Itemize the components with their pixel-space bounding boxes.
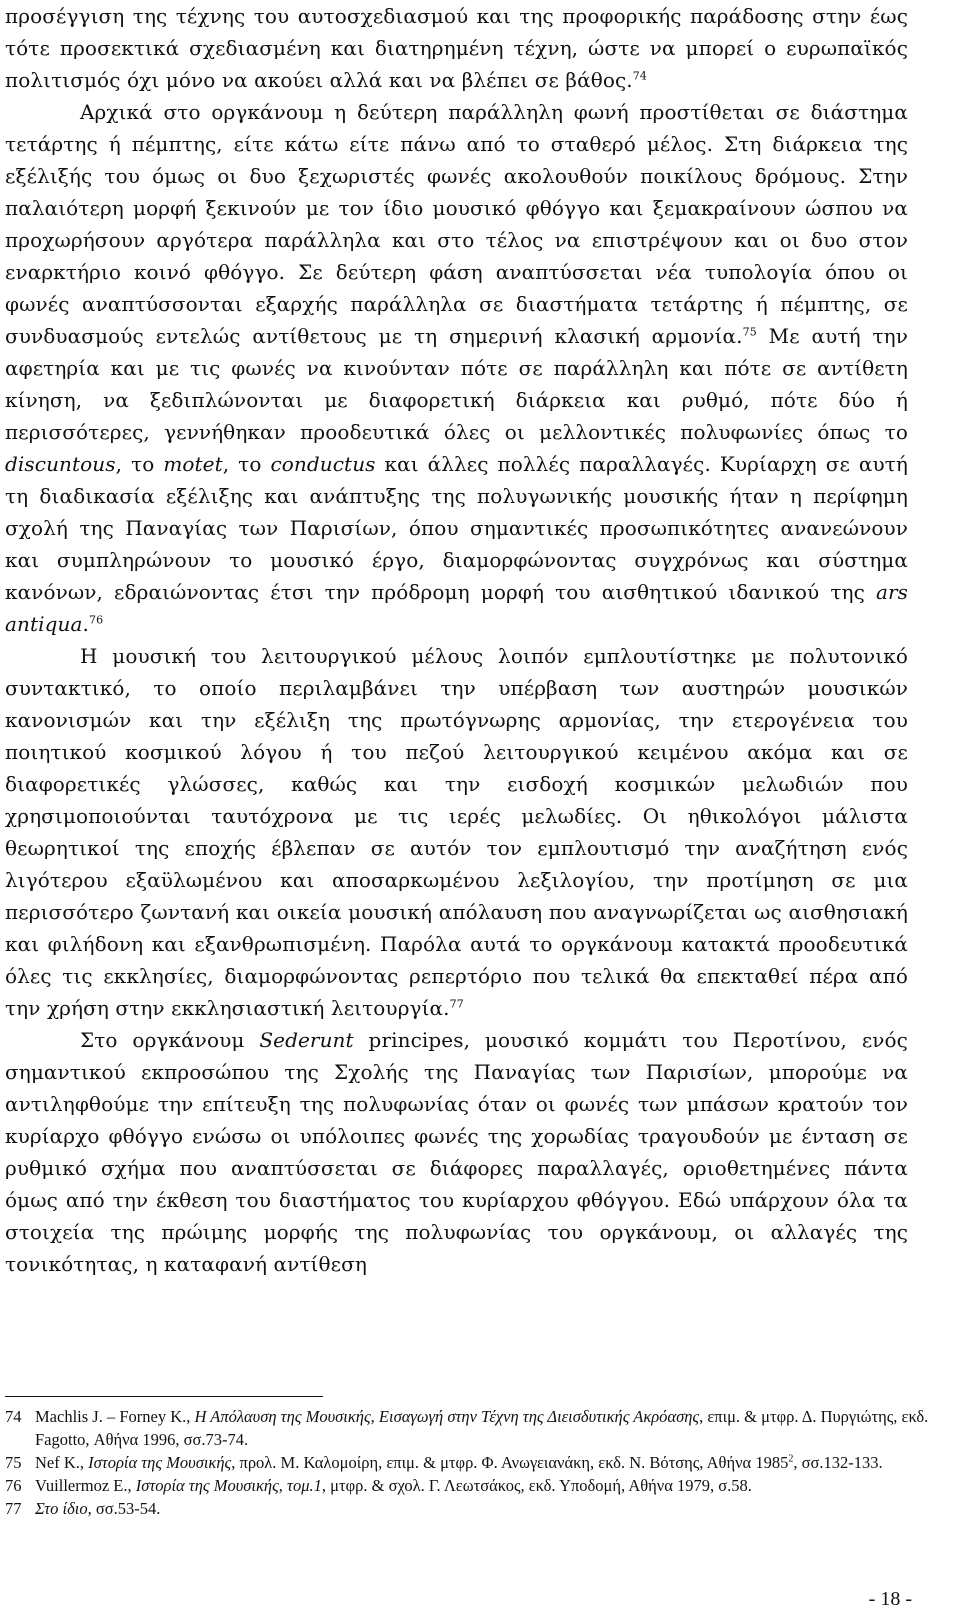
italic-text: motet <box>163 452 223 476</box>
text-run: , επιμ. & μτφρ. Δ. Πυργιώτης, εκδ. Fagotto, Αθήνα 1996, σσ.73-74. <box>35 1407 929 1449</box>
text-run: , μτφρ. & σχολ. Γ. Λεωτσάκος, εκδ. Υποδομή, Αθήνα 1979, σ.58. <box>321 1476 752 1495</box>
text-run: Η μουσική του λειτουργικού μέλους λοιπόν εμπλουτίστηκε με πολυτονικό συντακτικό, το οποίο περιλαμβάνει την υπέρβαση των αυστηρών μουσικών κανονισμών και την εξέλιξη της πρωτόγνωρης αρμονίας, την ετερογένεια του ποιητικού κοσμικού λόγου ή του πεζού λειτουργικού κειμένου ακόμα και σε διαφορετικές γλώσσες, καθώς και την εισδοχή κοσμικών μελωδιών που χρησιμοποιούνται ταυτόχρονα με τις ιερές μελωδίες. Οι ηθικολόγοι μάλιστα θεωρητικοί της εποχής έβλεπαν σε αυτόν τον εμπλουτισμό την αναζήτηση ενός λιγότερου εξαϋλωμένου και αποσαρκωμένου λεξιλογίου, την προτίμηση σε μια περισσότερο ζωντανή και οικεία μουσική απόλαυση που αναγνωρίζεται ως αισθησιακή και φιλήδονη και εξανθρωπισμένη. Παρόλα αυτά το οργκάνουμ κατακτά προοδευτικά όλες τις εκκλησίες, διαμορφώνοντας ρεπερτόριο που τελικά θα επεκταθεί πέρα από την χρήση στην εκκλησιαστική λειτουργία. <box>5 644 908 1020</box>
footnote-text <box>35 1474 955 1497</box>
text-run: , σσ.53-54. <box>87 1499 161 1518</box>
text-run: , το <box>222 452 271 476</box>
text-run: , το <box>115 452 164 476</box>
paragraph <box>5 640 908 1024</box>
footnote-ref: 2 <box>788 1453 794 1465</box>
italic-text: Στο ίδιο <box>35 1499 88 1518</box>
footnote-text <box>35 1405 955 1451</box>
text-run: . <box>82 612 90 636</box>
text-run: και άλλες πολλές παραλλαγές. Κυρίαρχη σε αυτή τη διαδικασία εξέλιξης και ανάπτυξης της πολυγωνικής μουσικής ήταν η περίφημη σχολή της Παναγίας των Παρισίων, όπου σημαντικές προσωπικότητες ανανεώνουν και συμπληρώνουν το μουσικό έργο, διαμορφώνοντας συγχρόνως και σύστημα κανόνων, εδραιώνοντας έτσι την πρόδρομη μορφή του αισθητικού ιδανικού της <box>5 452 908 604</box>
text-run: Machlis J. – Forney K., <box>35 1407 195 1426</box>
footnote-ref: 76 <box>89 613 104 627</box>
text-run: , σσ.132-133. <box>793 1453 883 1472</box>
paragraph <box>5 96 908 640</box>
footnote-number: 77 <box>5 1499 22 1518</box>
text-run: Με αυτή την αφετηρία και με τις φωνές να κινούνταν πότε σε παράλληλη και πότε σε αντίθετη κίνηση, να ξεδιπλώνονται με διαφορετική διάρκεια και ρυθμό, πότε δύο ή περισσότερες, γεννήθηκαν προοδευτικά όλες οι μελλοντικές πολυφωνίες όπως το <box>5 324 908 444</box>
paragraph <box>5 0 908 96</box>
footnote-ref: 77 <box>449 997 464 1011</box>
italic-text: Sederunt <box>259 1028 354 1052</box>
footnote-separator <box>5 1396 323 1397</box>
body-text <box>5 0 908 1280</box>
footnote-number: 75 <box>5 1453 22 1472</box>
footnote-number: 74 <box>5 1407 22 1426</box>
italic-text: Η Απόλαυση της Μουσικής, Εισαγωγή στην Τέχνη της Διεισδυτικής Ακρόασης <box>194 1407 700 1426</box>
footnote-text <box>35 1451 955 1474</box>
text-run: Vuillermoz E., <box>35 1476 136 1495</box>
italic-text: conductus <box>270 452 376 476</box>
text-run: Αρχικά στο οργκάνουμ η δεύτερη παράλληλη φωνή προστίθεται σε διάστημα τετάρτης ή πέμπτης, είτε κάτω είτε πάνω από το σταθερό μέλος. Στη διάρκεια της εξέλιξής του όμως οι δυο ξεχωριστές φωνές ακολουθούν ποικίλους δρόμους. Στην παλαιότερη μορφή ξεκινούν με τον ίδιο μουσικό φθόγγο και ξεμακραίνουν ώσπου να προχωρήσουν αργότερα παράλληλα και στο τέλος να επιστρέψουν και οι δυο στον εναρκτήριο κοινό φθόγγο. Σε δεύτερη φάση αναπτύσσεται νέα τυπολογία όπου οι φωνές αναπτύσσονται εξαρχής παράλληλα σε διαστήματα τετάρτης ή πέμπτης, σε συνδυασμούς εντελώς αντίθετους με τη σημερινή κλασική αρμονία. <box>5 100 908 348</box>
footnote <box>5 1497 955 1520</box>
italic-text: ars antiqua <box>5 580 908 636</box>
footnote-number: 76 <box>5 1476 22 1495</box>
footnote <box>5 1405 955 1451</box>
italic-text: discuntous <box>5 452 116 476</box>
footnote <box>5 1451 955 1474</box>
footnote <box>5 1474 955 1497</box>
page-number: - 18 - <box>868 1588 912 1610</box>
paragraph <box>5 1024 908 1280</box>
footnote-ref: 74 <box>632 69 647 83</box>
italic-text: Ιστορία της Μουσικής, τομ.1 <box>135 1476 322 1495</box>
footnotes <box>5 1405 955 1520</box>
italic-text: Ιστορία της Μουσικής <box>88 1453 232 1472</box>
footnote-text <box>35 1497 955 1520</box>
text-run: Στο οργκάνουμ <box>80 1028 260 1052</box>
footnote-ref: 75 <box>742 325 757 339</box>
text-run: προσέγγιση της τέχνης του αυτοσχεδιασμού και της προφορικής παράδοσης στην έως τότε προσεκτικά σχεδιασμένη και διατηρημένη τέχνη, ώστε να μπορεί ο ευρωπαϊκός πολιτισμός όχι μόνο να ακούει αλλά και να βλέπει σε βάθος. <box>5 4 908 92</box>
text-run: , προλ. Μ. Καλομοίρη, επιμ. & μτφρ. Φ. Ανωγειανάκη, εκδ. Ν. Βότσης, Αθήνα 1985 <box>231 1453 789 1472</box>
text-run: principes, μουσικό κομμάτι του Περοτίνου, ενός σημαντικού εκπροσώπου της Σχολής της Παναγίας των Παρισίων, μπορούμε να αντιληφθούμε την επίτευξη της πολυφωνίας όταν οι φωνές των μπάσων κρατούν τον κυρίαρχο φθόγγο ενώσω οι υπόλοιπες φωνές της χορωδίας τραγουδούν με ένταση σε ρυθμικό σχήμα που αναπτύσσεται σε διάφορες παραλλαγές, οριοθετημένες πάντα όμως από την έκθεση του διαστήματος του κυρίαρχου φθόγγου. Εδώ υπάρχουν όλα τα στοιχεία της πρώιμης μορφής της πολυφωνίας του οργκάνουμ, οι αλλαγές της τονικότητας, η καταφανή αντίθεση <box>5 1028 908 1276</box>
text-run: Nef K., <box>35 1453 89 1472</box>
